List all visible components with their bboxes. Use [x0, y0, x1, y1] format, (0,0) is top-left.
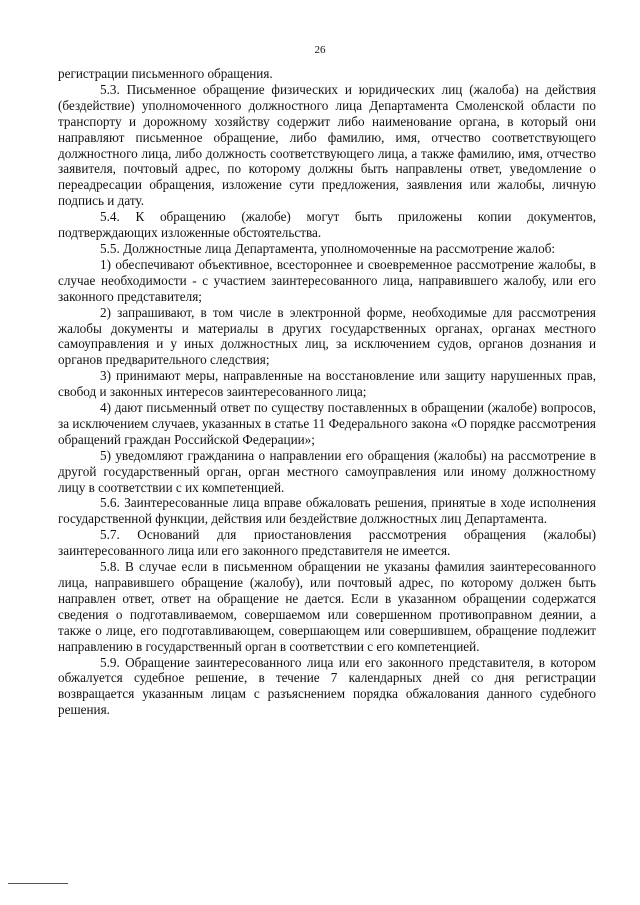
paragraph-5-9: 5.9. Обращение заинтересованного лица или его законного представителя, в котором обжалуется судебное решение, в течение 7 календарных дней со дня регистрации возвращается указанным лицам с разъяснением порядка обжалования данного судебного решения.	[58, 654, 596, 718]
paragraph-5-3: 5.3. Письменное обращение физических и юридических лиц (жалоба) на действия (бездействие) уполномоченного должностного лица Департамента Смоленской области по транспорту и дорожному хозяйству содержит либо наименование органа, в который они направляют письменное обращение, либо фамилию, имя, отчество соответствующего должностного лица, либо должность соответствующего лица, а также фамилию, имя, отчество заявителя, почтовый адрес, по которому должны быть направлены ответ, уведомление о переадресации обращения, изложение сути предложения, заявления или жалобы, личную подпись и дату.	[58, 81, 596, 209]
list-item-1: 1) обеспечивают объективное, всестороннее и своевременное рассмотрение жалобы, в случае необходимости - с участием заинтересованного лица, направившего жалобу, или его законного представителя;	[58, 256, 596, 304]
list-item-2: 2) запрашивают, в том числе в электронной форме, необходимые для рассмотрения жалобы документы и материалы в других государственных органах, органах местного самоуправления и у иных должностных лиц, за исключением судов, органов дознания и органов предварительного следствия;	[58, 304, 596, 368]
footer-rule	[8, 883, 68, 884]
paragraph-5-8: 5.8. В случае если в письменном обращении не указаны фамилия заинтересованного лица, направившего обращение (жалобу), или почтовый адрес, по которому должен быть направлен ответ, ответ на обращение не дается. Если в указанном обращении содержатся сведения о подготавливаемом, совершаемом или совершенном противоправном деянии, а также о лице, его подготавливающем, совершающем или совершившем, обращение подлежит направлению в государственный орган в соответствии с его компетенцией.	[58, 559, 596, 654]
list-item-4: 4) дают письменный ответ по существу поставленных в обращении (жалобе) вопросов, за исключением случаев, указанных в статье 11 Федерального закона «О порядке рассмотрения обращений граждан Российской Федерации»;	[58, 400, 596, 447]
page-number: 26	[314, 44, 326, 56]
paragraph-5-7: 5.7. Оснований для приостановления рассмотрения обращения (жалобы) заинтересованного лица или его законного представителя не имеется.	[58, 527, 596, 559]
document-body	[58, 66, 596, 718]
paragraph-5-5: 5.5. Должностные лица Департамента, уполномоченные на рассмотрение жалоб:	[100, 240, 556, 256]
paragraph-continuation: регистрации письменного обращения.	[58, 66, 273, 81]
paragraph-5-6: 5.6. Заинтересованные лица вправе обжаловать решения, принятые в ходе исполнения государственной функции, действия или бездействие должностных лиц Департамента.	[58, 495, 596, 527]
list-item-3: 3) принимают меры, направленные на восстановление или защиту нарушенных прав, свобод и законных интересов заинтересованного лица;	[58, 368, 596, 400]
paragraph-5-4: 5.4. К обращению (жалобе) могут быть приложены копии документов, подтверждающих изложенные обстоятельства.	[58, 209, 596, 241]
list-item-5: 5) уведомляют гражданина о направлении его обращения (жалобы) на рассмотрение в другой государственный орган, орган местного самоуправления или иному должностному лицу в соответствии с их компетенцией.	[58, 447, 596, 495]
